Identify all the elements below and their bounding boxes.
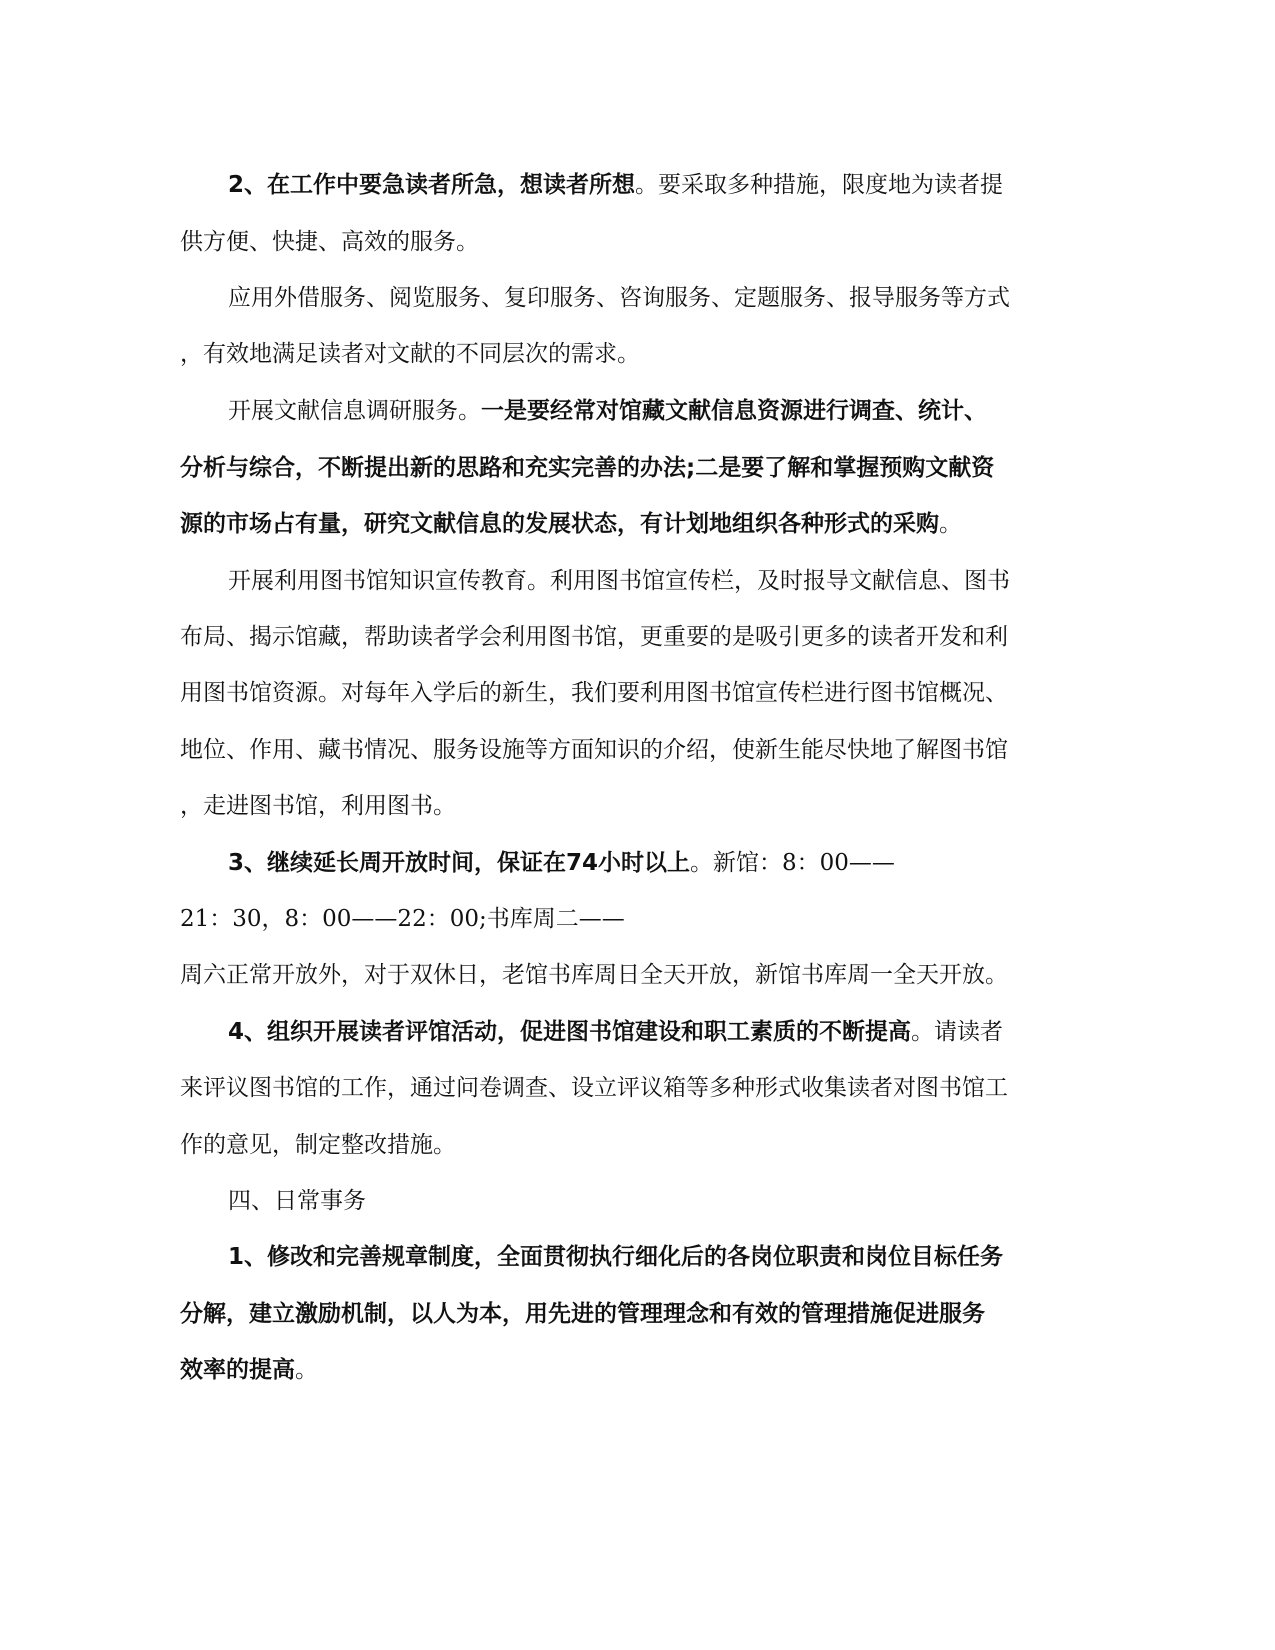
bold-phrase: 一是要经常对馆藏文献信息资源进行调查、统计、 (481, 398, 987, 424)
paragraph-line: 作的意见，制定整改措施。 (180, 1132, 456, 1158)
paragraph-line: 周六正常开放外，对于双休日，老馆书库周日全天开放，新馆书库周一全天开放。 (180, 962, 1008, 988)
paragraph-line (180, 509, 962, 539)
paragraph-line (228, 170, 1003, 200)
bold-phrase: 4、组织开展读者评馆活动，促进图书馆建设和职工素质的不断提高 (228, 1019, 912, 1045)
text-run: 。 (295, 1357, 318, 1383)
section-heading: 四、日常事务 (228, 1188, 366, 1214)
paragraph-line (228, 1017, 1003, 1047)
text-run: 开展文献信息调研服务。 (228, 398, 481, 424)
bold-phrase: 效率的提高 (180, 1357, 295, 1383)
bold-phrase: 3、继续延长周开放时间，保证在74小时以上 (228, 850, 691, 876)
bold-phrase: 2、在工作中要急读者所急，想读者所想 (228, 172, 636, 198)
paragraph-line (180, 1355, 318, 1385)
paragraph-line: 布局、揭示馆藏，帮助读者学会利用图书馆，更重要的是吸引更多的读者开发和利 (180, 624, 1008, 650)
bold-phrase: 源的市场占有量，研究文献信息的发展状态，有计划地组织各种形式的采购 (180, 511, 939, 537)
paragraph-line: 应用外借服务、阅览服务、复印服务、咨询服务、定题服务、报导服务等方式 (228, 285, 1010, 311)
paragraph-line: 用图书馆资源。对每年入学后的新生，我们要利用图书馆宣传栏进行图书馆概况、 (180, 680, 1008, 706)
paragraph-line: ，走进图书馆，利用图书。 (180, 793, 456, 819)
paragraph-line: 来评议图书馆的工作，通过问卷调查、设立评议箱等多种形式收集读者对图书馆工 (180, 1075, 1008, 1101)
paragraph-line: 分解，建立激励机制，以人为本，用先进的管理理念和有效的管理措施促进服务 (180, 1301, 985, 1327)
paragraph-line: 供方便、快捷、高效的服务。 (180, 229, 479, 255)
paragraph-line: 分析与综合，不断提出新的思路和充实完善的办法;二是要了解和掌握预购文献资 (180, 455, 995, 481)
paragraph-line (228, 396, 987, 426)
paragraph-line: ，有效地满足读者对文献的不同层次的需求。 (180, 341, 640, 367)
paragraph-line: 1、修改和完善规章制度，全面贯彻执行细化后的各岗位职责和岗位目标任务 (228, 1244, 1004, 1270)
text-run: 。新馆：8：00—— (690, 850, 895, 876)
paragraph-line: 地位、作用、藏书情况、服务设施等方面知识的介绍，使新生能尽快地了解图书馆 (180, 737, 1008, 763)
paragraph-line: 21：30，8：00——22：00;书库周二—— (180, 906, 625, 932)
text-run: 。要采取多种措施，限度地为读者提 (635, 172, 1004, 198)
paragraph-line (228, 848, 895, 878)
paragraph-line: 开展利用图书馆知识宣传教育。利用图书馆宣传栏，及时报导文献信息、图书 (228, 568, 1010, 594)
text-run: 。请读者 (911, 1019, 1004, 1045)
text-run: 。 (939, 511, 962, 537)
